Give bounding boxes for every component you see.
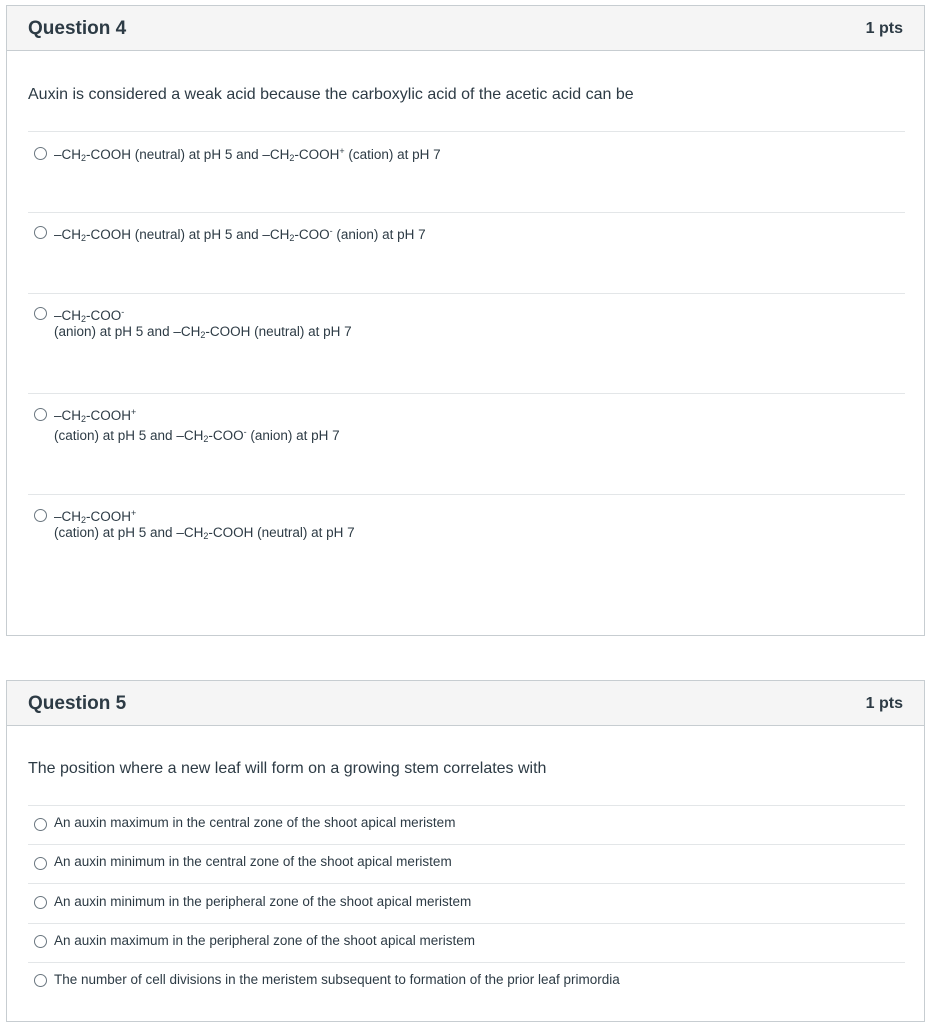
answer-option[interactable] (28, 131, 905, 212)
radio-button[interactable] (34, 857, 47, 870)
radio-button[interactable] (34, 408, 47, 421)
answer-label-line-1: $-CH_2-COO^-$ (54, 307, 125, 324)
radio-button[interactable] (34, 147, 47, 160)
answer-label-line-1: $-CH_2-COOH^+$ (54, 508, 137, 525)
question-5-title: Question 5 (28, 693, 127, 714)
answer-label: $-CH_2$-COOH (neutral) at pH 5 and $-CH_2-COOH^+$ (cation) at pH 7 (54, 146, 441, 163)
answer-label: $-CH_2$-COOH (neutral) at pH 5 and $-CH_2-COO^-$ (anion) at pH 7 (54, 226, 426, 243)
answer-label-line-1: $-CH_2-COOH^+$ (54, 407, 137, 424)
radio-button[interactable] (34, 896, 47, 909)
answer-option[interactable] (28, 212, 905, 293)
question-5-header (7, 681, 924, 726)
question-4-card (6, 5, 925, 636)
radio-button[interactable] (34, 226, 47, 239)
question-4-header (7, 6, 924, 51)
answer-label-line-2: (cation) at pH 5 and $-CH_2$-COOH (neutral) at pH 7 (54, 525, 355, 541)
radio-button[interactable] (34, 974, 47, 987)
answer-option[interactable] (28, 962, 905, 1002)
answer-option[interactable] (28, 883, 905, 923)
answer-option[interactable] (28, 805, 905, 844)
answer-label: An auxin maximum in the peripheral zone of the shoot apical meristem (54, 933, 475, 948)
answer-label: An auxin minimum in the peripheral zone of the shoot apical meristem (54, 894, 472, 909)
answer-label: The number of cell divisions in the meristem subsequent to formation of the prior leaf primordia (54, 972, 620, 987)
answer-option[interactable] (28, 844, 905, 883)
answer-label: An auxin minimum in the central zone of the shoot apical meristem (54, 854, 452, 869)
answer-label-line-2: (anion) at pH 5 and $-CH_2$-COOH (neutral) at pH 7 (54, 324, 352, 340)
radio-button[interactable] (34, 307, 47, 320)
question-5-card (6, 680, 925, 1022)
answer-option[interactable] (28, 393, 905, 494)
question-4-title: Question 4 (28, 18, 127, 39)
answer-option[interactable] (28, 923, 905, 962)
question-4-prompt: Auxin is considered a weak acid because the carboxylic acid of the acetic acid can be (28, 86, 634, 103)
answer-label: An auxin maximum in the central zone of the shoot apical meristem (54, 815, 456, 830)
question-4-points: 1 pts (865, 20, 903, 37)
question-5-prompt: The position where a new leaf will form on a growing stem correlates with (28, 760, 547, 777)
answer-label-line-2: (cation) at pH 5 and $-CH_2-COO^-$ (anion) at pH 7 (54, 427, 340, 444)
radio-button[interactable] (34, 818, 47, 831)
answer-option[interactable] (28, 293, 905, 393)
radio-button[interactable] (34, 509, 47, 522)
answer-option[interactable] (28, 494, 905, 594)
radio-button[interactable] (34, 935, 47, 948)
question-5-points: 1 pts (865, 695, 903, 712)
